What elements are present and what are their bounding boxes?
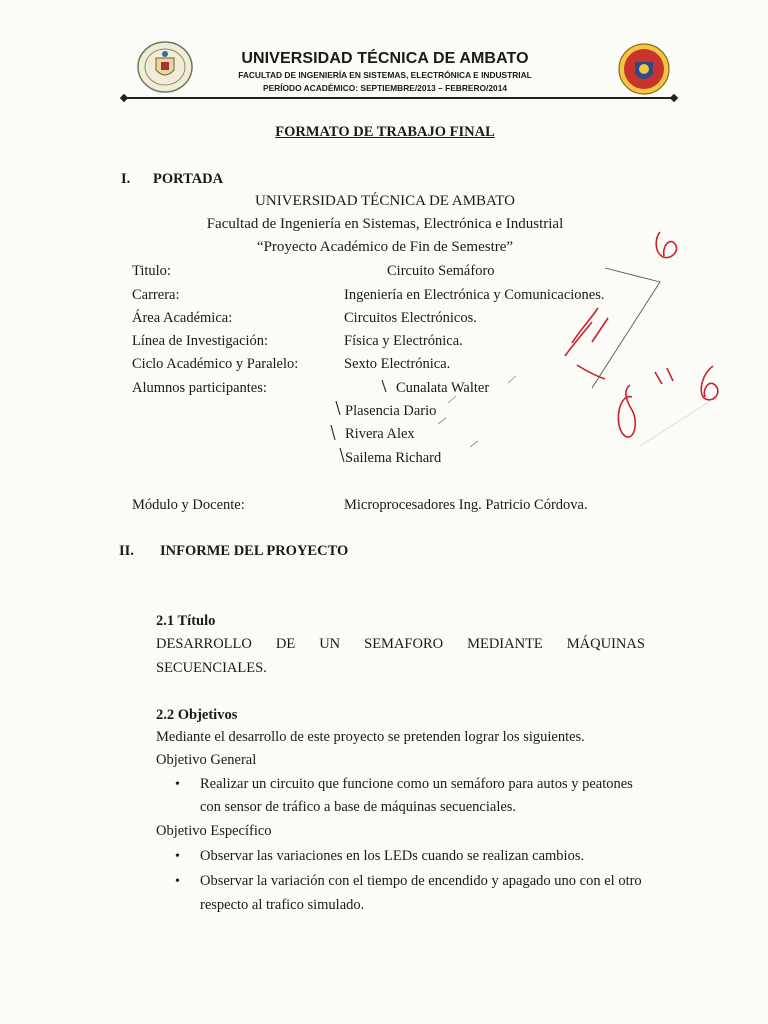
section-1-number: I. (121, 171, 131, 187)
check-mark (336, 401, 340, 415)
field-value-ciclo: Sexto Electrónica. (344, 356, 451, 372)
student-1: Cunalata Walter (396, 380, 490, 396)
field-value-area: Circuitos Electrónicos. (344, 310, 477, 326)
header-divider (125, 97, 673, 99)
check-mark (340, 448, 344, 462)
cover-project-type: “Proyecto Académico de Fin de Semestre” (256, 239, 514, 255)
field-value-carrera: Ingeniería en Electrónica y Comunicaciones. (344, 287, 605, 303)
check-mark (331, 425, 335, 440)
title-word: MÁQUINAS (566, 636, 645, 652)
red-grade-mark (656, 232, 676, 258)
section-2-title: INFORME DEL PROYECTO (160, 543, 349, 559)
faculty-line: FACULTAD DE INGENIERÍA EN SISTEMAS, ELECTRÓNICA E INDUSTRIAL (238, 70, 532, 80)
title-word: UN (319, 636, 341, 652)
section-1-title: PORTADA (153, 171, 224, 187)
title-justified-line (156, 636, 645, 653)
specific-objective-label: Objetivo Específico (156, 823, 272, 839)
title-word: MEDIANTE (467, 636, 543, 652)
field-label-linea: Línea de Investigación: (132, 333, 269, 349)
general-objective-label: Objetivo General (156, 752, 257, 768)
red-grade-mark (618, 385, 635, 437)
general-objective-text-2: con sensor de tráfico a base de máquinas secuenciales. (200, 799, 517, 815)
field-value-linea: Física y Electrónica. (344, 333, 463, 349)
student-2: Plasencia Dario (345, 403, 437, 419)
subsection-2-2-heading: 2.2 Objetivos (156, 707, 238, 723)
period-line: PERÍODO ACADÉMICO: SEPTIEMBRE/2013 – FEBRERO/2014 (262, 83, 508, 93)
university-title: UNIVERSIDAD TÉCNICA DE AMBATO (241, 50, 529, 67)
specific-objective-text-1: Observar las variaciones en los LEDs cuando se realizan cambios. (200, 848, 585, 864)
faculty-crest-logo (617, 42, 671, 96)
university-seal-logo (136, 40, 194, 94)
title-second-line: SECUENCIALES. (156, 660, 267, 676)
field-value-titulo: Circuito Semáforo (387, 263, 495, 279)
specific-objective-text-2b: respecto al trafico simulado. (200, 897, 365, 913)
title-word: DESARROLLO (156, 636, 252, 652)
field-label-alumnos: Alumnos participantes: (132, 380, 267, 396)
general-objective-text-1: Realizar un circuito que funcione como un semáforo para autos y peatones (200, 776, 633, 792)
student-4: Sailema Richard (345, 450, 442, 466)
field-label-carrera: Carrera: (132, 287, 180, 303)
field-label-ciclo: Ciclo Académico y Paralelo: (132, 356, 299, 372)
section-2-number: II. (119, 543, 134, 559)
cover-faculty: Facultad de Ingeniería en Sistemas, Electrónica e Industrial (206, 216, 564, 232)
field-label-titulo: Titulo: (132, 263, 171, 279)
student-3: Rivera Alex (345, 426, 415, 442)
bullet-dot: • (175, 874, 180, 889)
title-word: DE (275, 636, 296, 652)
check-mark (382, 380, 386, 392)
title-word: SEMAFORO (364, 636, 444, 652)
subsection-2-1-heading: 2.1 Título (156, 613, 216, 629)
document-title: FORMATO DE TRABAJO FINAL (275, 124, 495, 140)
field-value-modulo: Microprocesadores Ing. Patricio Córdova. (344, 497, 588, 513)
field-label-area: Área Académica: (132, 310, 233, 326)
objectives-intro: Mediante el desarrollo de este proyecto se pretenden lograr los siguientes. (156, 729, 585, 745)
cover-university: UNIVERSIDAD TÉCNICA DE AMBATO (255, 193, 515, 209)
field-label-modulo: Módulo y Docente: (132, 497, 245, 513)
specific-objective-text-2a: Observar la variación con el tiempo de encendido y apagado uno con el otro (200, 873, 642, 889)
bullet-dot: • (175, 849, 180, 864)
bullet-dot: • (175, 777, 180, 792)
